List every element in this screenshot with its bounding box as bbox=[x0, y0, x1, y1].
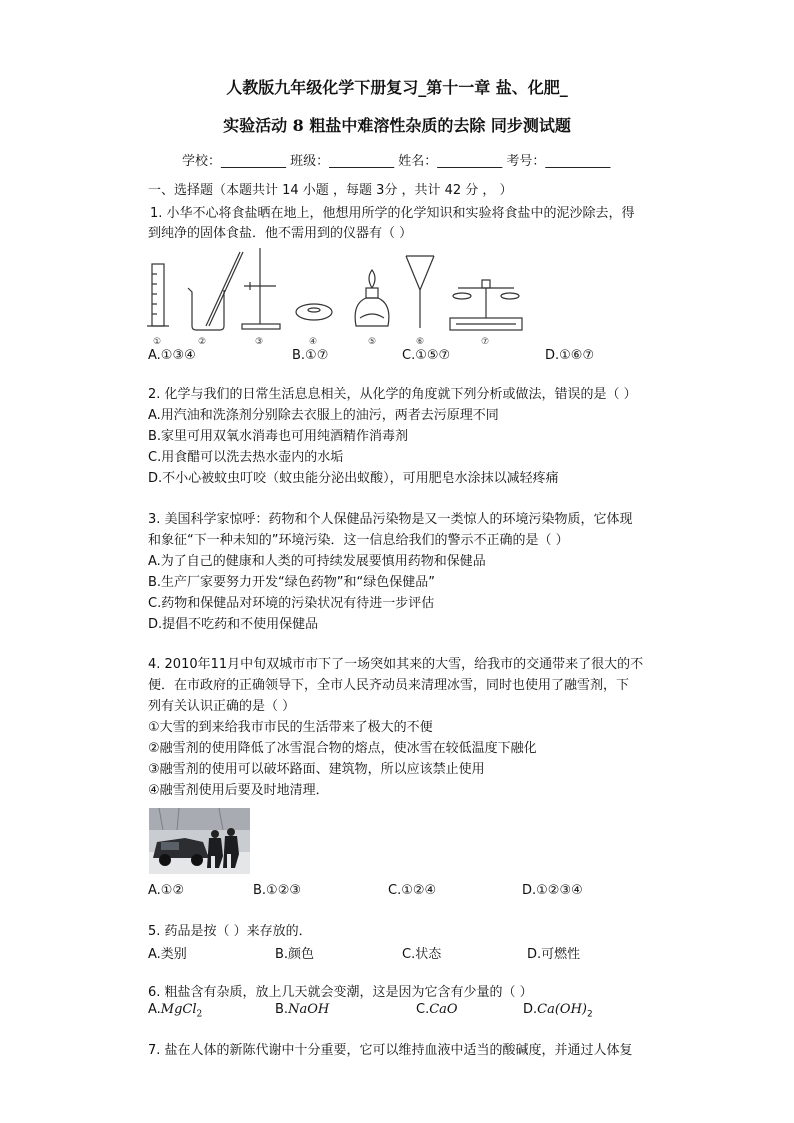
q1-option-b[interactable]: B.①⑦ bbox=[292, 348, 329, 363]
q4-stem-line3: 列有关认识正确的是（ ） bbox=[148, 699, 296, 714]
apparatus-label-1: ① bbox=[153, 337, 162, 347]
q2-option-b[interactable]: B.家里可用双氧水消毒也可用纯酒精作消毒剂 bbox=[148, 429, 409, 444]
q3-stem-line1: 3. 美国科学家惊呼：药物和个人保健品污染物是又一类惊人的环境污染物质，它体现 bbox=[148, 512, 633, 527]
apparatus-label-4: ④ bbox=[309, 337, 318, 347]
q2-option-d[interactable]: D.不小心被蚊虫叮咬（蚊虫能分泌出蚁酸），可用肥皂水涂抹以减轻疼痛 bbox=[148, 471, 559, 486]
q2-option-c[interactable]: C.用食醋可以洗去热水壶内的水垢 bbox=[148, 450, 344, 465]
q5-option-d[interactable]: D.可燃性 bbox=[527, 947, 581, 962]
section-heading: 一、选择题（本题共计 14 小题 ，每题 3分 ，共计 42 分 ， ） bbox=[148, 183, 513, 198]
q6-stem: 6. 粗盐含有杂质，放上几天就会变潮，这是因为它含有少量的（ ） bbox=[148, 985, 533, 1000]
q4-option-c[interactable]: C.①②④ bbox=[388, 883, 437, 898]
alcohol-lamp-icon bbox=[355, 270, 389, 326]
q5-option-b[interactable]: B.颜色 bbox=[275, 947, 315, 962]
q4-stem-line1: 4. 2010年11月中旬双城市市下了一场突如其来的大雪，给我市的交通带来了很大的不 bbox=[148, 657, 644, 672]
q4-option-b[interactable]: B.①②③ bbox=[253, 883, 302, 898]
beaker-icon bbox=[188, 252, 243, 330]
apparatus-label-6: ⑥ bbox=[416, 337, 425, 347]
q6-option-a-letter: A. bbox=[148, 1002, 161, 1017]
q6-option-a[interactable] bbox=[148, 1002, 202, 1020]
q3-option-a[interactable]: A.为了自己的健康和人类的可持续发展要慎用药物和保健品 bbox=[148, 554, 486, 569]
apparatus-label-3: ③ bbox=[255, 337, 264, 347]
q3-option-b[interactable]: B.生产厂家要努力开发“绿色药物”和“绿色保健品” bbox=[148, 575, 435, 590]
evaporating-dish-icon bbox=[296, 304, 332, 320]
snow-scene-photo bbox=[149, 808, 250, 874]
q4-statement-2: ②融雪剂的使用降低了冰雪混合物的熔点，使冰雪在较低温度下融化 bbox=[148, 741, 537, 756]
balance-icon bbox=[450, 280, 522, 330]
q3-option-d[interactable]: D.提倡不吃药和不使用保健品 bbox=[148, 617, 319, 632]
q6-option-a-formula: MgCl bbox=[160, 1002, 197, 1017]
q3-option-c[interactable]: C.药物和保健品对环境的污染状况有待进一步评估 bbox=[148, 596, 435, 611]
q1-stem-line2: 到纯净的固体食盐．他不需用到的仪器有（ ） bbox=[148, 226, 413, 241]
q6-option-d-subscript: 2 bbox=[587, 1009, 593, 1020]
q1-option-d[interactable]: D.①⑥⑦ bbox=[545, 348, 595, 363]
iron-stand-icon bbox=[242, 248, 280, 329]
q6-option-a-subscript: 2 bbox=[196, 1009, 203, 1020]
q2-option-a[interactable]: A.用汽油和洗涤剂分别除去衣服上的油污，两者去污原理不同 bbox=[148, 408, 499, 423]
exam-title-line1: 人教版九年级化学下册复习_第十一章 盐、化肥_ bbox=[226, 78, 568, 97]
q6-option-d-formula: Ca(OH) bbox=[537, 1002, 587, 1017]
apparatus-label-2: ② bbox=[198, 337, 207, 347]
q4-statement-4: ④融雪剂使用后要及时地清理． bbox=[148, 783, 329, 798]
q1-option-c[interactable]: C.①⑤⑦ bbox=[402, 348, 451, 363]
q6-option-b-formula: NaOH bbox=[288, 1002, 330, 1017]
q6-option-b-letter: B. bbox=[275, 1002, 289, 1017]
funnel-icon bbox=[406, 256, 434, 328]
exam-title-line2: 实验活动 8 粗盐中难溶性杂质的去除 同步测试题 bbox=[223, 116, 571, 135]
measuring-cylinder-icon bbox=[147, 264, 169, 326]
q6-option-d[interactable] bbox=[523, 1002, 593, 1020]
q4-option-d[interactable]: D.①②③④ bbox=[522, 883, 583, 898]
q6-option-c-formula: CaO bbox=[429, 1002, 458, 1017]
q5-option-a[interactable]: A.类别 bbox=[148, 947, 187, 962]
q4-stem-line2: 便．在市政府的正确领导下，全市人民齐动员来清理冰雪，同时也使用了融雪剂，下 bbox=[148, 678, 630, 693]
q2-stem: 2. 化学与我们的日常生活息息相关，从化学的角度就下列分析或做法，错误的是（ ） bbox=[148, 387, 637, 402]
q6-option-c[interactable] bbox=[416, 1002, 458, 1017]
apparatus-label-5: ⑤ bbox=[368, 337, 377, 347]
q3-stem-line2: 和象征“下一种未知的”环境污染．这一信息给我们的警示不正确的是（ ） bbox=[148, 533, 569, 548]
q4-statement-1: ①大雪的到来给我市市民的生活带来了极大的不便 bbox=[148, 720, 433, 735]
q6-option-d-letter: D. bbox=[523, 1002, 538, 1017]
student-info-line: 学校：__________ 班级：__________ 姓名：__________ 考号：__________ bbox=[182, 154, 611, 169]
q1-apparatus-figure bbox=[140, 244, 660, 348]
apparatus-label-7: ⑦ bbox=[481, 337, 490, 347]
q6-option-c-letter: C. bbox=[416, 1002, 430, 1017]
q1-stem-line1: 1. 小华不心将食盐晒在地上，他想用所学的化学知识和实验将食盐中的泥沙除去，得 bbox=[150, 206, 635, 221]
q6-option-b[interactable] bbox=[275, 1002, 329, 1017]
q5-option-c[interactable]: C.状态 bbox=[402, 947, 442, 962]
q5-stem: 5. 药品是按（ ）来存放的． bbox=[148, 924, 312, 939]
q7-stem-line1: 7. 盐在人体的新陈代谢中十分重要，它可以维持血液中适当的酸碱度，并通过人体复 bbox=[148, 1043, 633, 1058]
q1-option-a[interactable]: A.①③④ bbox=[148, 348, 196, 363]
q4-statement-3: ③融雪剂的使用可以破坏路面、建筑物，所以应该禁止使用 bbox=[148, 762, 485, 777]
q4-option-a[interactable]: A.①② bbox=[148, 883, 185, 898]
